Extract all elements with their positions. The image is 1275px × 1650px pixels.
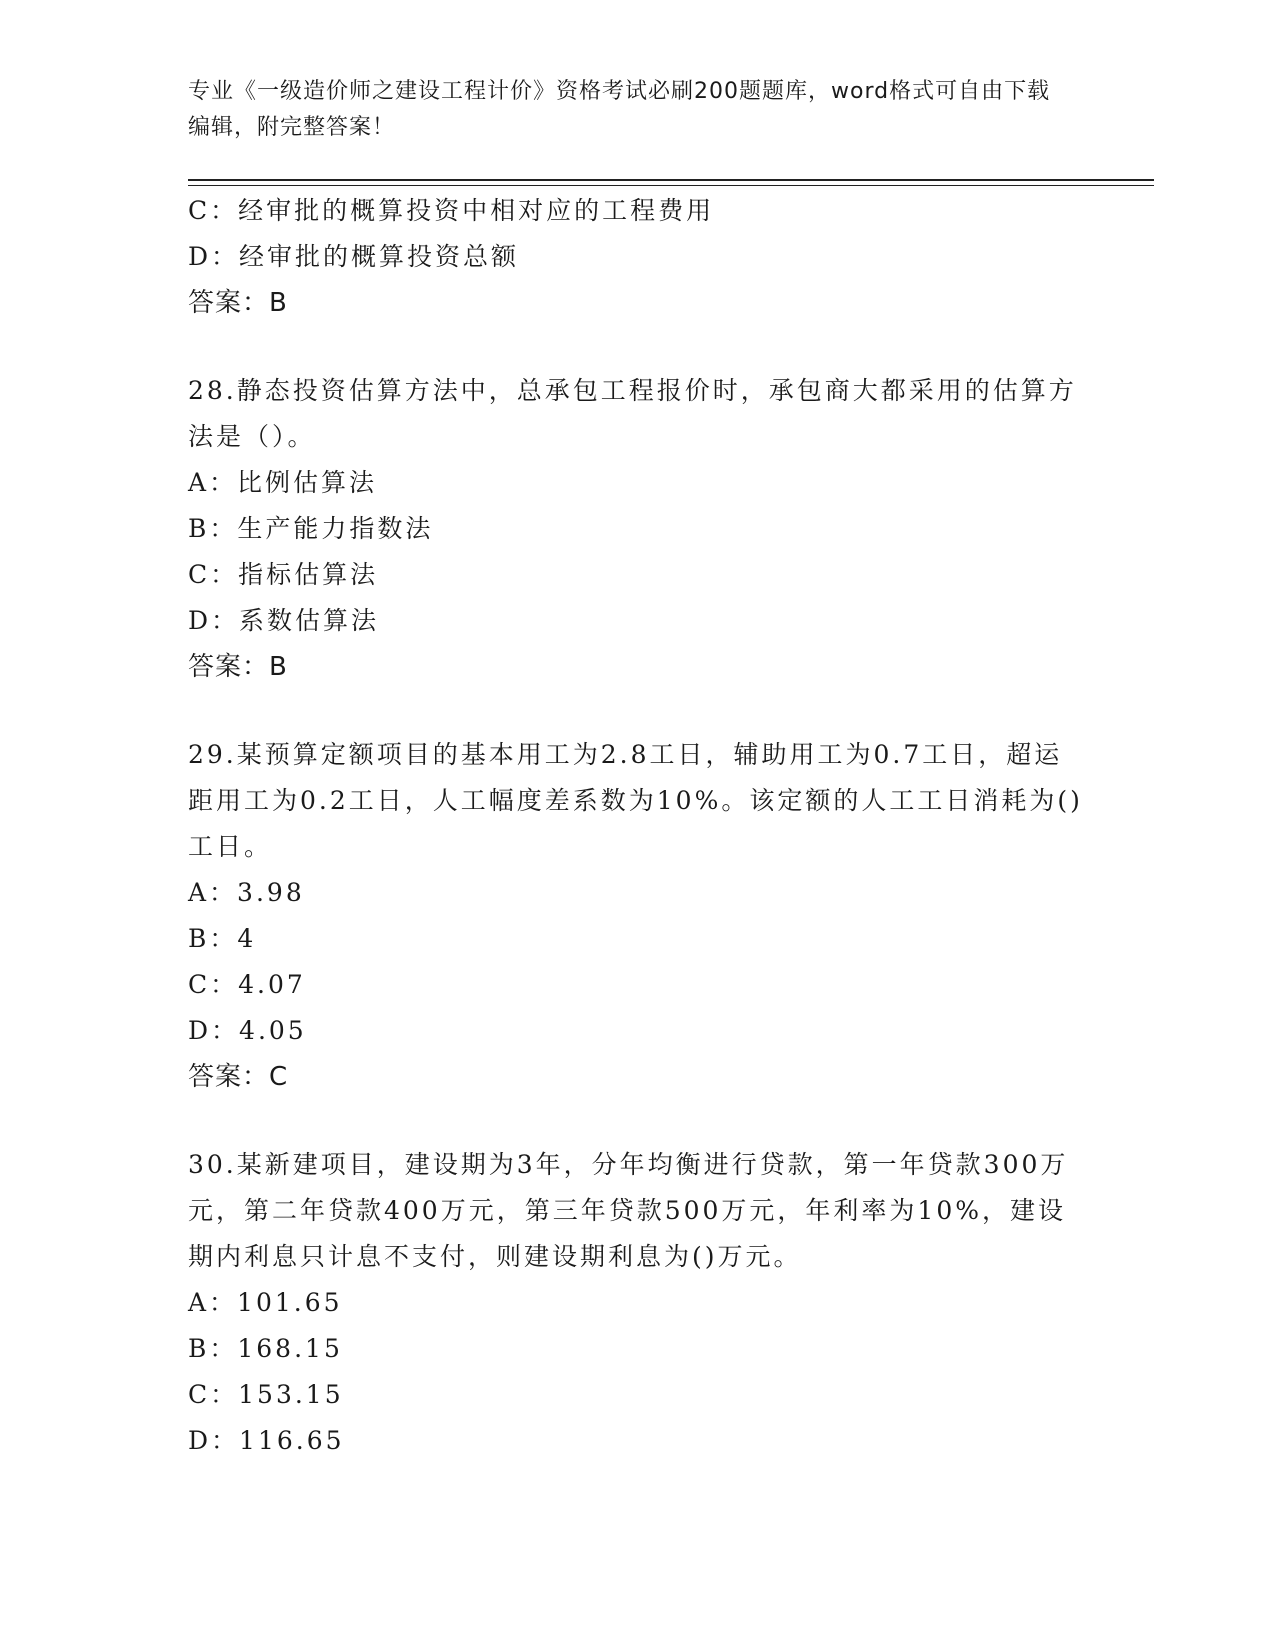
header-divider	[188, 179, 1154, 181]
question-text: 29.某预算定额项目的基本用工为2.8工日，辅助用工为0.7工日，超运距用工为0.2工日，人工幅度差系数为10%。该定额的人工工日消耗为()工日。	[188, 740, 1083, 861]
header-divider-thin	[188, 185, 1154, 186]
question-30	[188, 1142, 1088, 1464]
option-a: A：101.65	[188, 1288, 343, 1317]
option-d: D：116.65	[188, 1426, 345, 1455]
option-b: B：168.15	[188, 1334, 343, 1363]
question-28	[188, 368, 1088, 690]
option-b: B：4	[188, 924, 257, 953]
option-d: D：经审批的概算投资总额	[188, 242, 520, 271]
option-c: C：经审批的概算投资中相对应的工程费用	[188, 196, 715, 225]
option-a: A：比例估算法	[188, 468, 378, 497]
question-27-continued	[188, 188, 1088, 326]
option-a: A：3.98	[188, 878, 305, 907]
answer: 答案：B	[188, 288, 288, 318]
option-c: C：4.07	[188, 970, 306, 999]
question-29	[188, 732, 1088, 1100]
option-c: C：153.15	[188, 1380, 344, 1409]
option-d: D：4.05	[188, 1016, 307, 1045]
question-text: 30.某新建项目，建设期为3年，分年均衡进行贷款，第一年贷款300万元，第二年贷款400万元，第三年贷款500万元，年利率为10%，建设期内利息只计息不支付，则建设期利息为()万元。	[188, 1150, 1069, 1271]
document-header: 专业《一级造价师之建设工程计价》资格考试必刷200题题库，word格式可自由下载编辑，附完整答案！	[188, 79, 1051, 140]
option-d: D：系数估算法	[188, 606, 380, 635]
answer: 答案：B	[188, 652, 288, 682]
option-b: B：生产能力指数法	[188, 514, 434, 543]
question-list	[188, 188, 1088, 1464]
question-text: 28.静态投资估算方法中，总承包工程报价时，承包商大都采用的估算方法是（）。	[188, 376, 1077, 451]
answer: 答案：C	[188, 1062, 289, 1092]
option-c: C：指标估算法	[188, 560, 379, 589]
